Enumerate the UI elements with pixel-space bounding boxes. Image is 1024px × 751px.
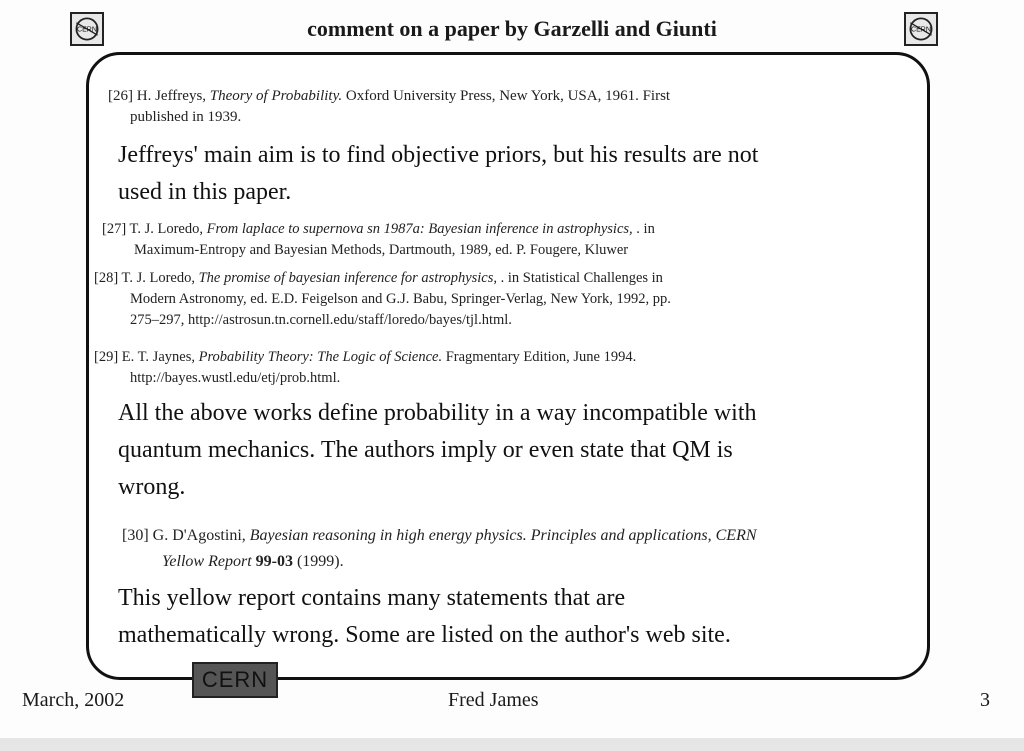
ref-title: Probability Theory: The Logic of Science.: [198, 349, 443, 365]
ref-cont-bold: 99-03: [255, 553, 293, 570]
note-above-works: [118, 395, 757, 506]
note-line: mathematically wrong. Some are listed on the author's web site.: [118, 622, 731, 648]
reference-30: [122, 523, 757, 575]
footer-date: March, 2002: [22, 689, 125, 711]
ref-number: [29]: [94, 349, 119, 365]
note-yellow-report: [118, 580, 731, 654]
note-line: All the above works define probability in a way incompatible with: [118, 400, 757, 426]
ref-title: From laplace to supernova sn 1987a: Bayesian inference in astrophysics,: [206, 221, 633, 237]
note-line: used in this paper.: [118, 179, 292, 205]
ref-author: H. Jeffreys,: [136, 88, 207, 104]
ref-title: Theory of Probability.: [209, 88, 343, 104]
ref-continuation: Maximum-Entropy and Bayesian Methods, Dartmouth, 1989, ed. P. Fougere, Kluwer: [134, 242, 629, 258]
ref-number: [30]: [122, 527, 149, 544]
ref-title: The promise of bayesian inference for astrophysics,: [198, 270, 498, 286]
ref-author: G. D'Agostini,: [152, 527, 246, 544]
note-line: wrong.: [118, 474, 186, 500]
reference-27: [102, 219, 655, 261]
note-line: Jeffreys' main aim is to find objective priors, but his results are not: [118, 142, 759, 168]
reference-28: [94, 268, 671, 331]
footer-author: Fred James: [448, 689, 539, 711]
ref-number: [28]: [94, 270, 119, 286]
ref-rest: . in: [636, 221, 655, 237]
bottom-strip: [0, 738, 1024, 751]
ref-continuation: published in 1939.: [130, 109, 242, 125]
ref-author: E. T. Jaynes,: [121, 349, 195, 365]
ref-cont-italic: Yellow Report: [162, 553, 252, 570]
reference-29: [94, 347, 636, 389]
ref-continuation: http://bayes.wustl.edu/etj/prob.html.: [130, 370, 341, 386]
note-jeffreys: [118, 137, 758, 211]
ref-rest: Fragmentary Edition, June 1994.: [445, 349, 637, 365]
ref-continuation: [122, 549, 757, 575]
ref-cont-rest: (1999).: [296, 553, 344, 570]
ref-title: Bayesian reasoning in high energy physics. Principles and applications, CERN: [249, 527, 757, 544]
cern-badge: CERN: [192, 662, 278, 698]
ref-author: T. J. Loredo,: [121, 270, 195, 286]
page-title: comment on a paper by Garzelli and Giunti: [307, 16, 717, 41]
svg-text:CERN: CERN: [911, 26, 931, 34]
ref-continuation: Modern Astronomy, ed. E.D. Feigelson and G.J. Babu, Springer-Verlag, New York, 1992, pp.: [130, 291, 671, 307]
cern-logo-icon: [904, 12, 938, 46]
page-number: 3: [980, 689, 990, 711]
ref-rest: Oxford University Press, New York, USA, 1961. First: [345, 88, 671, 104]
ref-author: T. J. Loredo,: [129, 221, 203, 237]
reference-26: [108, 86, 670, 128]
svg-text:CERN: CERN: [77, 26, 97, 34]
note-line: quantum mechanics. The authors imply or even state that QM is: [118, 437, 733, 463]
ref-number: [26]: [108, 88, 133, 104]
note-line: This yellow report contains many statements that are: [118, 585, 626, 611]
ref-number: [27]: [102, 221, 127, 237]
ref-rest: . in Statistical Challenges in: [500, 270, 663, 286]
ref-continuation: 275–297, http://astrosun.tn.cornell.edu/staff/loredo/bayes/tjl.html.: [130, 312, 512, 328]
